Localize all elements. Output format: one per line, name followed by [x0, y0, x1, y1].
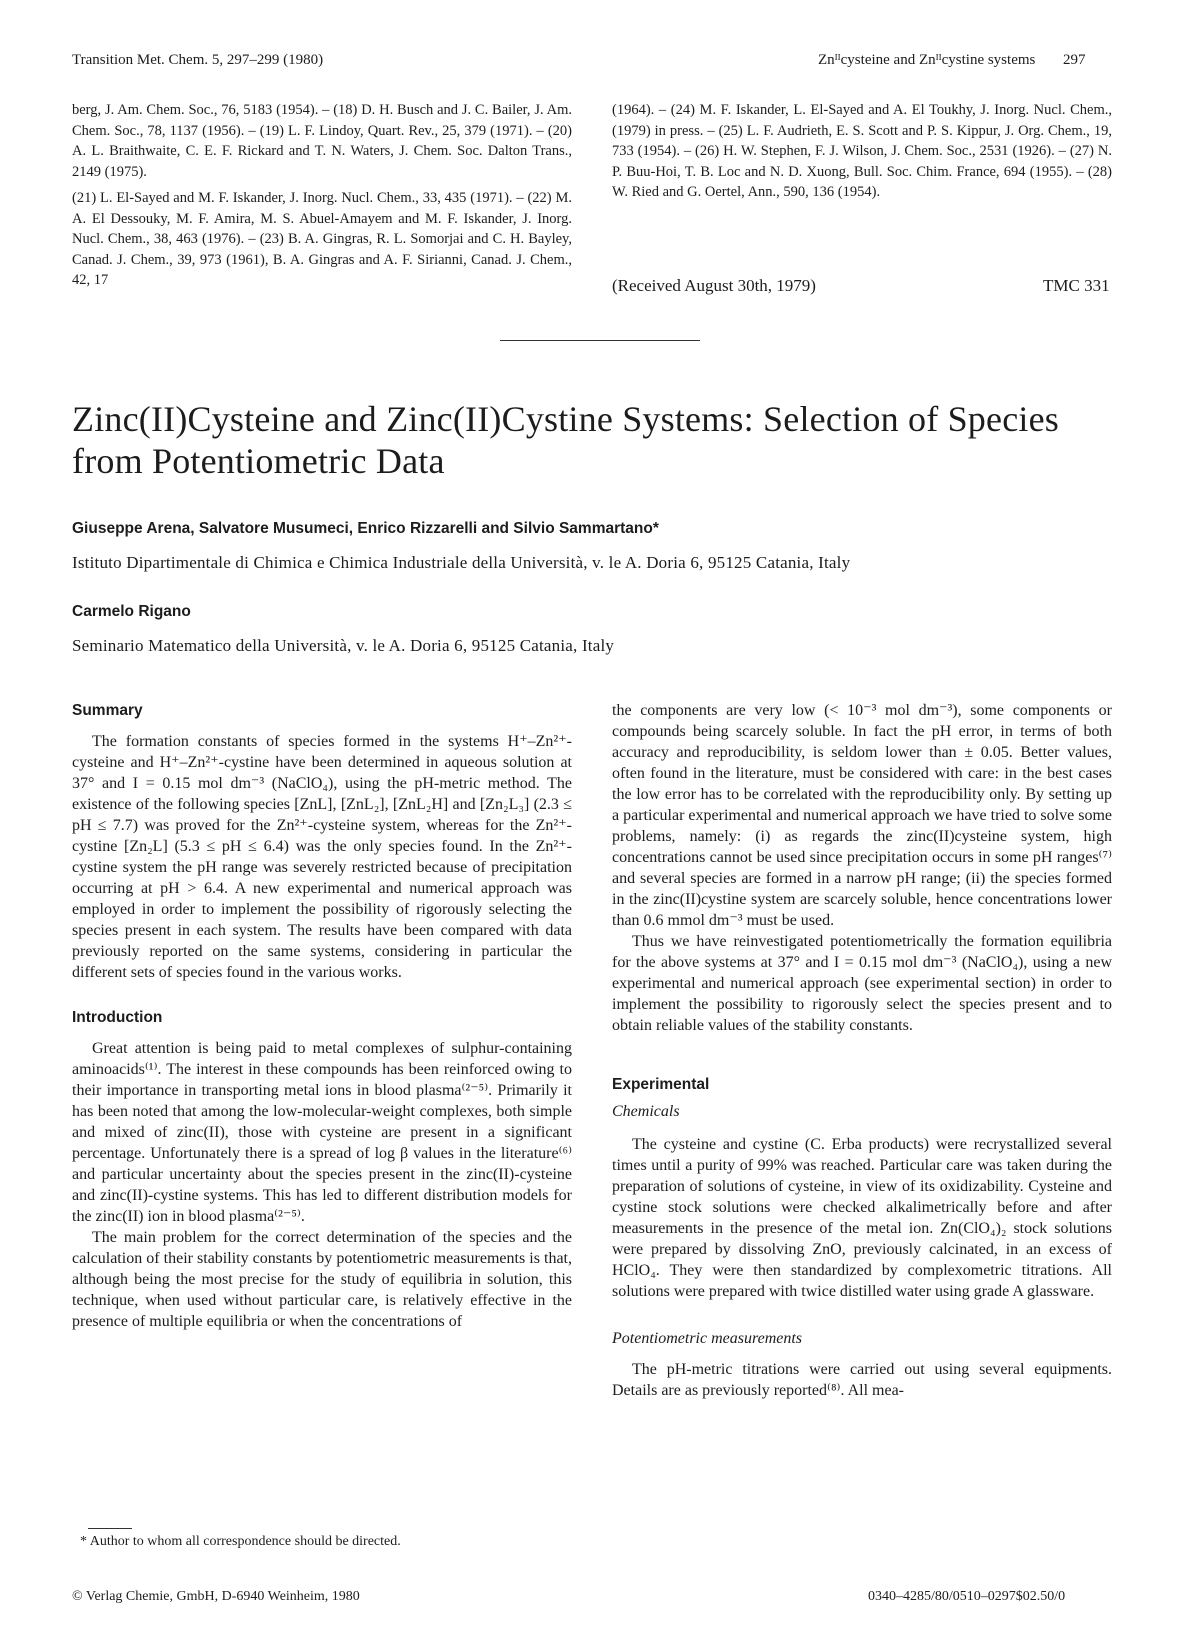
right-column	[612, 700, 1112, 1401]
publisher-copyright: © Verlag Chemie, GmbH, D-6940 Weinheim, 1980	[72, 1589, 360, 1604]
received-date: (Received August 30th, 1979)	[612, 276, 816, 295]
footnote: * Author to whom all correspondence should be directed.	[80, 1534, 401, 1549]
affiliation-secondary: Seminario Matematico della Università, v. le A. Doria 6, 95125 Catania, Italy	[72, 636, 615, 655]
separator-rule	[500, 340, 700, 341]
running-title: Znᴵᴵcysteine and Znᴵᴵcystine systems	[818, 52, 1036, 68]
introduction-paragraph: Thus we have reinvestigated potentiometrically the formation equilibria for the above systems at 37° and I = 0.15 mol dm⁻³ (NaClO₄), using a new experimental and numerical approach (see experimental section) in order to implement the possibility to rigorously select the species present and to obtain reliable values of the stability constants.	[612, 933, 1112, 1034]
introduction-continuation: the components are very low (< 10⁻³ mol dm⁻³), some components or compounds being scarcely soluble. In fact the pH error, in terms of both accuracy and reproducibility, is seldom lower than ± 0.05. Better values, often found in the literature, must be considered with care: in the best cases the low error has to be correlated with the reproducibility only. By setting up a particular experimental and numerical approach we have tried to solve some problems, namely: (i) as regards the zinc(II)cysteine system, high concentrations cannot be used since precipitation occurs in some pH ranges⁽⁷⁾ and several species are formed in a narrow pH range; (ii) the species formed in the zinc(II)cystine system are scarcely soluble, hence concentrations lower than 0.6 mmol dm⁻³ must be used.	[612, 702, 1112, 929]
potentiometric-heading: Potentiometric measurements	[612, 1330, 803, 1347]
reference-block: (21) L. El-Sayed and M. F. Iskander, J. Inorg. Nucl. Chem., 33, 435 (1971). – (22) M. A. El Dessouky, M. F. Amira, M. S. Abuel-Amayem and M. F. Iskander, J. Inorg. Nucl. Chem., 38, 463 (1976). – (23) B. A. Gingras, R. L. Somorjai and C. H. Bayley, Canad. J. Chem., 39, 973 (1961), B. A. Gingras and A. F. Sirianni, Canad. J. Chem., 42, 17	[72, 190, 572, 288]
experimental-heading: Experimental	[612, 1076, 710, 1093]
summary-text: The formation constants of species formed in the systems H⁺–Zn²⁺-cysteine and H⁺–Zn²⁺-cystine have been determined in aqueous solution at 37° and I = 0.15 mol dm⁻³ (NaClO₄), using the pH-metric method. The existence of the following species [ZnL], [ZnL₂], [ZnL₂H] and [Zn₂L₃] (2.3 ≤ pH ≤ 7.7) was proved for the Zn²⁺-cysteine system, whereas for the Zn²⁺-cystine [Zn₂L] (5.3 ≤ pH ≤ 6.4) was the only species found. In the Zn²⁺-cystine system the pH range was severely restricted because of precipitation occurring at pH > 6.4. A new experimental and numerical approach was employed in order to implement the possibility of rigorously selecting the species present in each system. The results have been compared with data previously reported on the same systems, considering in particular the different sets of species found in the various works.	[72, 733, 572, 981]
journal-citation: Transition Met. Chem. 5, 297–299 (1980)	[72, 52, 324, 68]
references-left	[72, 100, 572, 297]
title-line: from Potentiometric Data	[72, 441, 445, 481]
left-column	[72, 700, 572, 1332]
page-number: 297	[1063, 52, 1086, 68]
introduction-paragraph: The main problem for the correct determination of the species and the calculation of their stability constants by potentiometric measurements is that, although being the most precise for the study of equilibria in solution, this technique, when used without particular care, is relatively effective in the presence of multiple equilibria or when the concentrations of	[72, 1229, 572, 1330]
summary-heading: Summary	[72, 702, 143, 719]
footnote-rule	[88, 1528, 132, 1529]
article-identifier: 0340–4285/80/0510–0297$02.50/0	[868, 1589, 1066, 1604]
references-right	[612, 100, 1112, 209]
title-line: Zinc(II)Cysteine and Zinc(II)Cystine Systems: Selection of Species	[72, 399, 1059, 439]
reference-block: berg, J. Am. Chem. Soc., 76, 5183 (1954). – (18) D. H. Busch and J. C. Bailer, J. Am. Chem. Soc., 78, 1137 (1956). – (19) L. F. Lindoy, Quart. Rev., 25, 379 (1971). – (20) A. L. Braithwaite, C. E. F. Rickard and T. N. Waters, J. Chem. Soc. Dalton Trans., 2149 (1975).	[72, 102, 572, 180]
authors-primary: Giuseppe Arena, Salvatore Musumeci, Enrico Rizzarelli and Silvio Sammartano*	[72, 520, 659, 537]
potentiometric-paragraph: The pH-metric titrations were carried out using several equipments. Details are as previously reported⁽⁸⁾. All mea-	[612, 1361, 1112, 1399]
authors-secondary: Carmelo Rigano	[72, 603, 191, 620]
introduction-heading: Introduction	[72, 1009, 163, 1026]
chemicals-paragraph: The cysteine and cystine (C. Erba products) were recrystallized several times until a purity of 99% was reached. Particular care was taken during the preparation of solutions of cysteine, in view of its oxidizability. Cysteine and cystine stock solutions were checked alkalimetrically before and after measurements in the presence of the metal ion. Zn(ClO₄)₂ stock solutions were prepared by dissolving ZnO, previously calcinated, in an excess of HClO₄. They were then standardized by complexometric titrations. All solutions were prepared with twice distilled water using grade A glassware.	[612, 1136, 1112, 1300]
introduction-paragraph: Great attention is being paid to metal complexes of sulphur-containing aminoacids⁽¹⁾. The interest in these compounds has been reinforced owing to their importance in transporting metal ions in blood plasma⁽²⁻⁵⁾. Primarily it has been noted that among the low-molecular-weight complexes, both simple and mixed of zinc(II), those with cysteine are present in a significant percentage. Unfortunately there is a spread of log β values in the literature⁽⁶⁾ and particular uncertainty about the species present in the zinc(II)-cysteine and zinc(II)-cystine systems. This has led to different distribution models for the zinc(II) ion in blood plasma⁽²⁻⁵⁾.	[72, 1040, 572, 1225]
affiliation-primary: Istituto Dipartimentale di Chimica e Chimica Industriale della Università, v. le A. Doria 6, 95125 Catania, Italy	[72, 553, 851, 572]
reference-block: (1964). – (24) M. F. Iskander, L. El-Sayed and A. El Toukhy, J. Inorg. Nucl. Chem., (1979) in press. – (25) L. F. Audrieth, E. S. Scott and P. S. Kippur, J. Org. Chem., 19, 733 (1954). – (26) H. W. Stephen, F. J. Wilson, J. Chem. Soc., 2531 (1926). – (27) N. P. Buu-Hoi, T. B. Loc and N. D. Xuong, Bull. Soc. Chim. France, 694 (1955). – (28) W. Ried and G. Oertel, Ann., 590, 136 (1954).	[612, 102, 1112, 200]
chemicals-heading: Chemicals	[612, 1103, 680, 1120]
article-code: TMC 331	[1043, 276, 1110, 295]
article-title	[72, 398, 1132, 482]
